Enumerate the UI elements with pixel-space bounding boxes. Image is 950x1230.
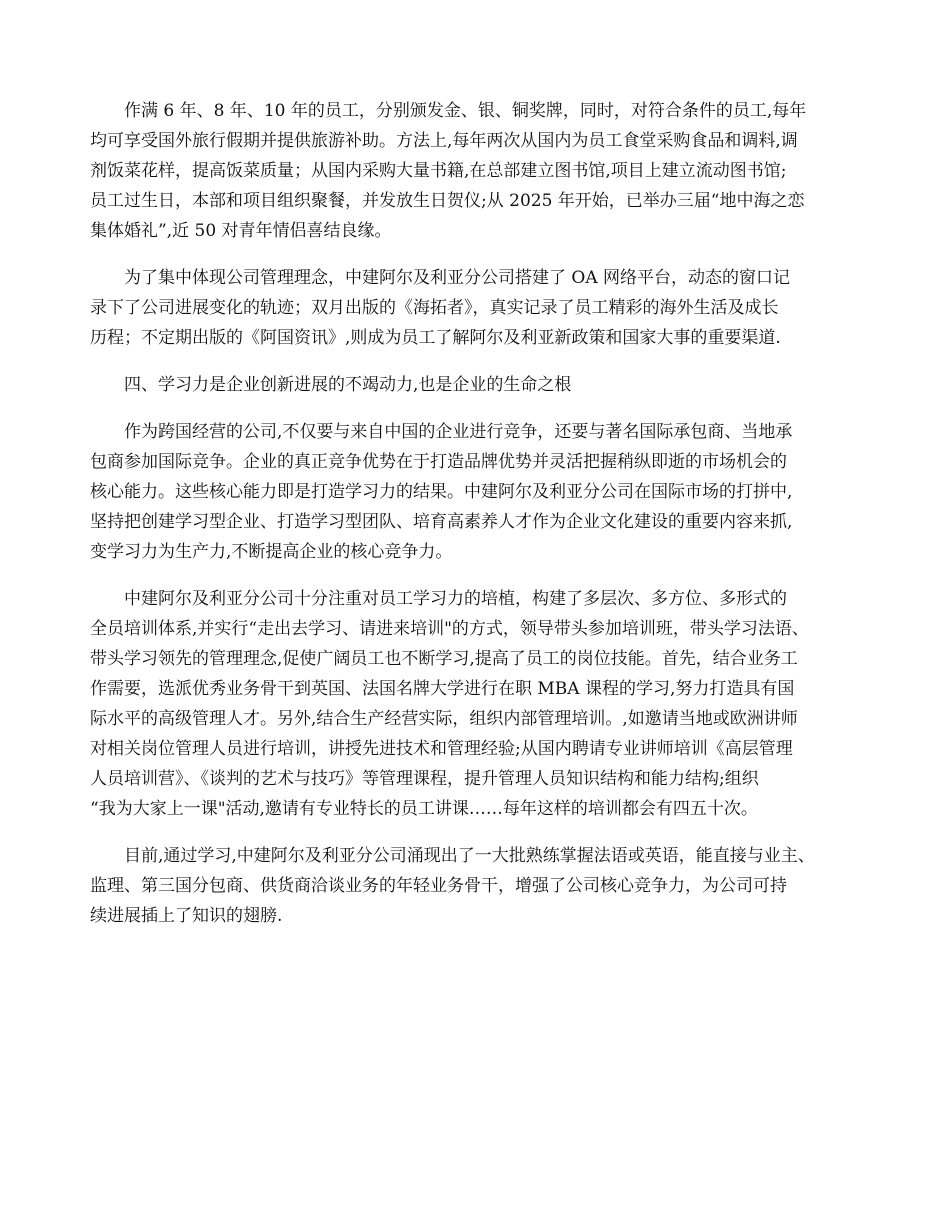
paragraph-employee-benefits	[90, 96, 860, 246]
text-line: 包商参加国际竞争。企业的真正竞争优势在于打造品牌优势并灵活把握稍纵即逝的市场机会的	[90, 452, 787, 472]
text-line: 对相关岗位管理人员进行培训，讲授先进技术和管理经验;从国内聘请专业讲师培训《高层管理	[90, 739, 793, 759]
text-line: 人员培训营》、《谈判的艺术与技巧》等管理课程，提升管理人员知识结构和能力结构;组织	[90, 769, 759, 789]
text-line: 续进展插上了知识的翅膀.	[90, 906, 283, 926]
paragraph-gap	[90, 567, 860, 584]
paragraph-gap	[90, 246, 860, 263]
text-line: 员工过生日，本部和项目组织聚餐，并发放生日贺仪;从 2025 年开始，已举办三届“地中海之恋	[90, 191, 805, 211]
text-line: 作为跨国经营的公司,不仅要与来自中国的企业进行竞争，还要与著名国际承包商、当地承	[124, 422, 793, 442]
text-line: 剂饭菜花样，提高饭菜质量；从国内采购大量书籍,在总部建立图书馆,项目上建立流动图书馆;	[90, 161, 787, 181]
text-line: 核心能力。这些核心能力即是打造学习力的结果。中建阿尔及利亚分公司在国际市场的打拼中,	[90, 482, 793, 502]
text-line: 作满 6 年、8 年、10 年的员工，分别颁发金、银、铜奖牌，同时，对符合条件的员工,每年	[124, 101, 807, 121]
text-line: 集体婚礼”,近 50 对青年情侣喜结良缘。	[90, 221, 392, 241]
paragraph-competition	[90, 417, 860, 567]
text-line: 全员培训体系,并实行“走出去学习、请进来培训"的方式，领导带头参加培训班，带头学习法语、	[90, 619, 809, 639]
paragraph-gap	[90, 400, 860, 417]
text-line: 为了集中体现公司管理理念，中建阿尔及利亚分公司搭建了 OA 网络平台，动态的窗口记	[124, 268, 791, 288]
paragraph-gap	[90, 824, 860, 841]
text-line: 际水平的高级管理人才。另外,结合生产经营实际，组织内部管理培训。,如邀请当地或欧洲讲师	[90, 709, 798, 729]
text-line: 录下了公司进展变化的轨迹；双月出版的《海拓者》，真实记录了员工精彩的海外生活及成长	[90, 298, 779, 318]
section-heading-learning	[90, 370, 860, 400]
heading-line: 四、学习力是企业创新进展的不竭动力,也是企业的生命之根	[124, 375, 572, 395]
paragraph-training	[90, 584, 860, 824]
text-line: 监理、第三国分包商、供货商洽谈业务的年轻业务骨干，增强了公司核心竞争力，为公司可持	[90, 876, 787, 896]
text-line: 目前,通过学习,中建阿尔及利亚分公司涌现出了一大批熟练掌握法语或英语，能直接与业主、	[124, 846, 815, 866]
text-line: “我为大家上一课"活动,邀请有专业特长的员工讲课……每年这样的培训都会有四五十次。	[90, 799, 758, 819]
text-line: 作需要，选派优秀业务骨干到英国、法国名牌大学进行在职 MBA 课程的学习,努力打造具有国	[90, 679, 795, 699]
paragraph-oa-platform	[90, 263, 860, 353]
text-line: 均可享受国外旅行假期并提供旅游补助。方法上,每年两次从国内为员工食堂采购食品和调料,调	[90, 131, 798, 151]
text-line: 带头学习领先的管理理念,促使广阔员工也不断学习,提高了员工的岗位技能。首先，结合业务工	[90, 649, 798, 669]
text-line: 历程；不定期出版的《阿国资讯》,则成为员工了解阿尔及利亚新政策和国家大事的重要渠道.	[90, 328, 781, 348]
document-body	[90, 96, 860, 931]
paragraph-results	[90, 841, 860, 931]
text-line: 坚持把创建学习型企业、打造学习型团队、培育高素养人才作为企业文化建设的重要内容来抓,	[90, 512, 793, 532]
text-line: 中建阿尔及利亚分公司十分注重对员工学习力的培植，构建了多层次、多方位、多形式的	[124, 589, 787, 609]
text-line: 变学习力为生产力,不断提高企业的核心竞争力。	[90, 542, 453, 562]
paragraph-gap	[90, 353, 860, 370]
